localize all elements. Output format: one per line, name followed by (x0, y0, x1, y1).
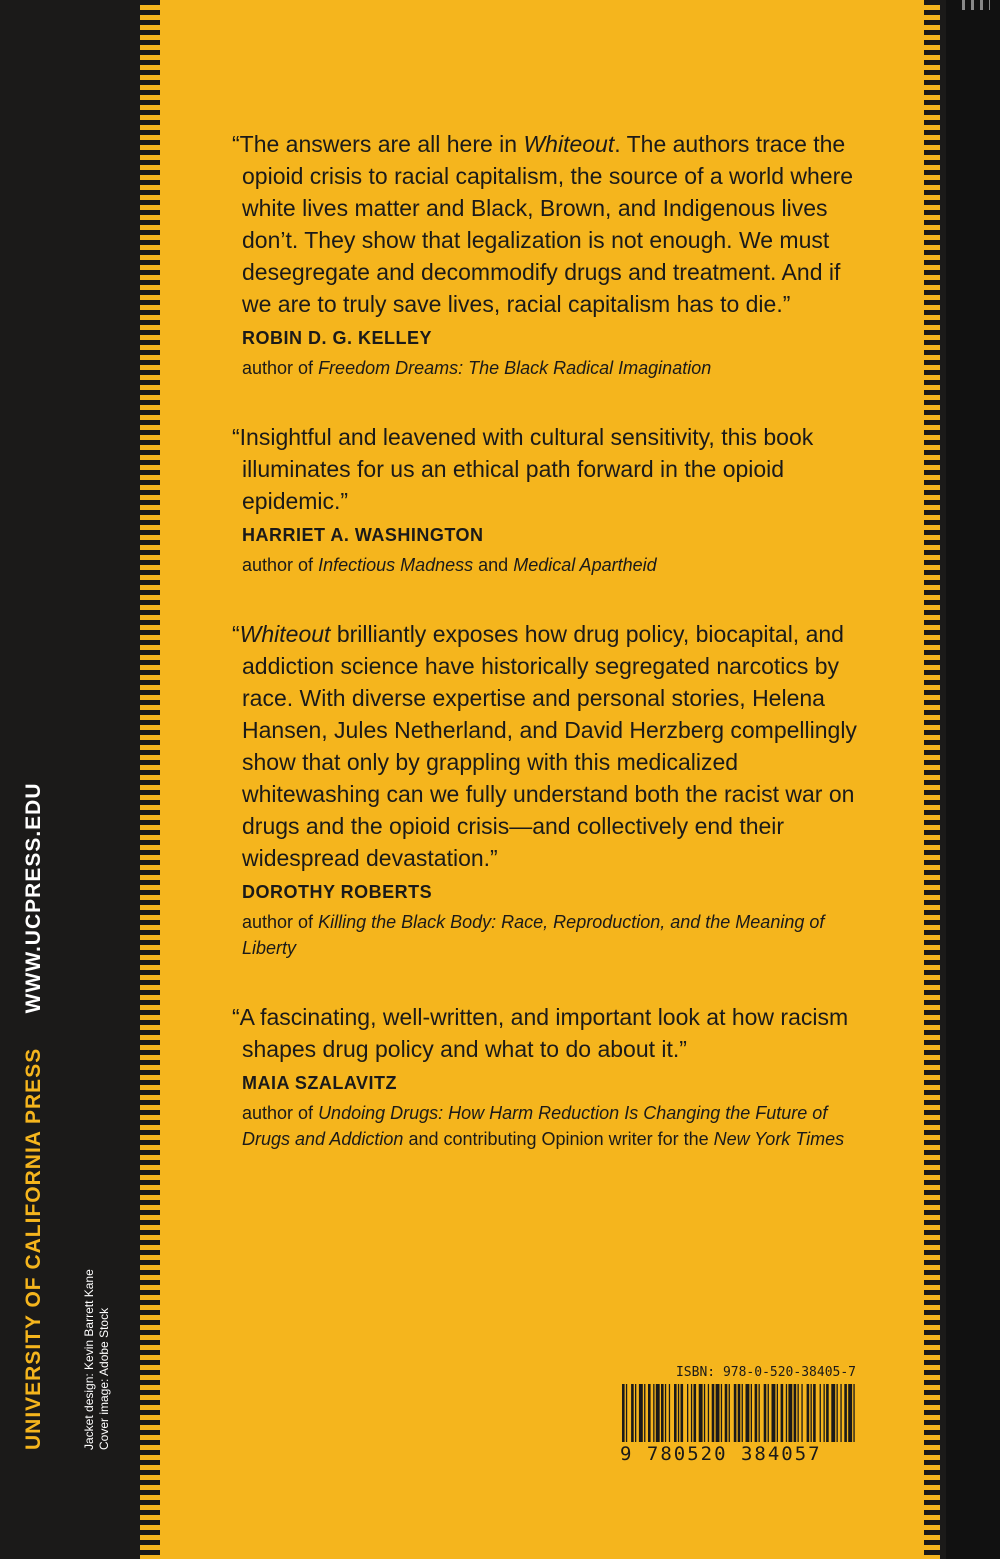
barcode-bar (631, 1384, 634, 1442)
barcode-bar (653, 1384, 654, 1442)
barcode-bar (725, 1384, 728, 1442)
publisher-name: UNIVERSITY OF CALIFORNIA PRESS (22, 1047, 45, 1450)
barcode-bar (759, 1384, 760, 1442)
blurb-kelley (232, 128, 872, 381)
barcode-bar (781, 1384, 784, 1442)
barcode-bar (807, 1384, 810, 1442)
blurb-szalavitz (232, 1001, 872, 1152)
publisher-url: WWW.UCPRESS.EDU (22, 782, 45, 1014)
barcode-bar (665, 1384, 666, 1442)
attribution-prefix: author of (242, 912, 319, 932)
barcode-bar (708, 1384, 709, 1442)
barcode-bar (848, 1384, 852, 1442)
barcode-bar (811, 1384, 812, 1442)
cover-image-credit: Cover image: Adobe Stock (97, 1307, 111, 1450)
blurb-quote (232, 128, 872, 320)
attribution-mid: and contributing Opinion writer for the (403, 1129, 714, 1149)
attribution-prefix: author of (242, 555, 319, 575)
barcode-bar (788, 1384, 792, 1442)
barcode-bar (674, 1384, 677, 1442)
blurb-quote: “A fascinating, well-written, and important look at how racism shapes drug policy and what to do about it.” (232, 1004, 849, 1062)
barcode-bar (813, 1384, 816, 1442)
attribution-title: Medical Apartheid (513, 555, 657, 575)
isbn-barcode (620, 1365, 856, 1465)
trim-marks (962, 0, 990, 10)
right-black-band (946, 0, 1000, 1559)
barcode-bar (622, 1384, 625, 1442)
barcode-bar (751, 1384, 752, 1442)
barcode-bar (729, 1384, 730, 1442)
attribution-prefix: author of (242, 1103, 319, 1123)
quote-book-title: Whiteout (239, 621, 331, 647)
quote-book-title: Whiteout (523, 131, 615, 157)
barcode-bar (734, 1384, 737, 1442)
barcode-bar (635, 1384, 636, 1442)
barcode-bar (798, 1384, 799, 1442)
blurb-author: ROBIN D. G. KELLEY (242, 328, 433, 348)
quote-text: “The answers are all here in (232, 131, 524, 157)
attribution-and: and (473, 555, 514, 575)
attribution-title: Freedom Dreams: The Black Radical Imagination (318, 358, 712, 378)
blurb-quote (232, 618, 872, 874)
barcode-bar (681, 1384, 684, 1442)
blurb-attribution (242, 909, 872, 961)
barcode-bar (764, 1384, 767, 1442)
barcode-bar (746, 1384, 750, 1442)
barcode-bar (639, 1384, 643, 1442)
blurb-quote: “Insightful and leavened with cultural sensitivity, this book illuminates for us an ethical path forward in the opioid epidemic.” (232, 424, 814, 514)
attribution-prefix: author of (242, 358, 319, 378)
barcode-bar (794, 1384, 797, 1442)
blurb-roberts (232, 618, 872, 961)
spine-text (22, 782, 46, 1450)
left-tick-border (140, 0, 160, 1559)
barcode-bar (661, 1384, 664, 1442)
blurb-author: HARRIET A. WASHINGTON (242, 525, 484, 545)
quote-text: brilliantly exposes how drug policy, biocapital, and addiction science have historically segregated narcotics by race. With diverse expertise and personal stories, Helena Hansen, Jules Netherland, and David Herzberg compellingly show that only by grappling with this medicalized whitewashing can we fully understand both the racist war on drugs and the opioid crisis—and collectively end their widespread devastation.” (242, 621, 857, 871)
blurb-author: MAIA SZALAVITZ (242, 1073, 397, 1093)
attribution-title: New York Times (713, 1129, 845, 1149)
blurb-attribution (242, 1100, 872, 1152)
quote-text: . The authors trace the opioid crisis to racial capitalism, the source of a world where white lives matter and Black, Brown, and Indigenous lives don’t. They show that legalization is not enough. We must desegregate and decommodify drugs and treatment. And if we are to truly save lives, racial capitalism has to die.” (242, 131, 854, 317)
barcode-bar (853, 1384, 854, 1442)
barcode-bar (626, 1384, 627, 1442)
barcode-bar (691, 1384, 692, 1442)
blurb-author: DOROTHY ROBERTS (242, 882, 433, 902)
barcode-bar (777, 1384, 778, 1442)
barcode-bar (837, 1384, 838, 1442)
barcode-bar (844, 1384, 847, 1442)
barcode-bar (831, 1384, 835, 1442)
barcode-bar (648, 1384, 651, 1442)
barcode-bar (801, 1384, 802, 1442)
blurb-attribution (242, 552, 872, 578)
barcode-bar (644, 1384, 645, 1442)
barcode-bar (669, 1384, 670, 1442)
blurb-attribution (242, 355, 872, 381)
barcode-bar (840, 1384, 841, 1442)
barcode-digits: 9 780520 384057 (620, 1443, 822, 1465)
left-black-band (0, 0, 140, 1559)
jacket-credit: Jacket design: Kevin Barrett Kane (82, 1269, 96, 1450)
barcode-bar (824, 1384, 825, 1442)
barcode-bar (704, 1384, 705, 1442)
barcode-bar (786, 1384, 787, 1442)
barcode-bars (620, 1384, 856, 1442)
barcode-bar (678, 1384, 679, 1442)
barcode-bar (826, 1384, 829, 1442)
attribution-title: Undoing Drugs: How Harm Reduction Is Changing the Future of Drugs and Addiction (242, 1103, 828, 1149)
barcode-bar (699, 1384, 703, 1442)
design-credits (82, 1269, 112, 1450)
quote-open: “ (232, 621, 240, 647)
barcode-bar (656, 1384, 660, 1442)
barcode-bar (768, 1384, 769, 1442)
attribution-title: Infectious Madness (318, 555, 474, 575)
barcode-bar (738, 1384, 741, 1442)
barcode-bar (721, 1384, 722, 1442)
barcode-bar (772, 1384, 776, 1442)
isbn-label: ISBN: 978-0-520-38405-7 (675, 1365, 856, 1380)
barcode-bar (820, 1384, 821, 1442)
barcode-bar (687, 1384, 688, 1442)
barcode-bar (694, 1384, 697, 1442)
attribution-title: Killing the Black Body: Race, Reproduction, and the Meaning of Liberty (242, 912, 825, 958)
barcode-bar (716, 1384, 720, 1442)
barcode-bar (755, 1384, 758, 1442)
barcode-bar (742, 1384, 743, 1442)
blurbs-section (232, 128, 872, 1152)
blurb-washington (232, 421, 872, 578)
right-tick-border (924, 0, 946, 1559)
barcode-bar (712, 1384, 715, 1442)
